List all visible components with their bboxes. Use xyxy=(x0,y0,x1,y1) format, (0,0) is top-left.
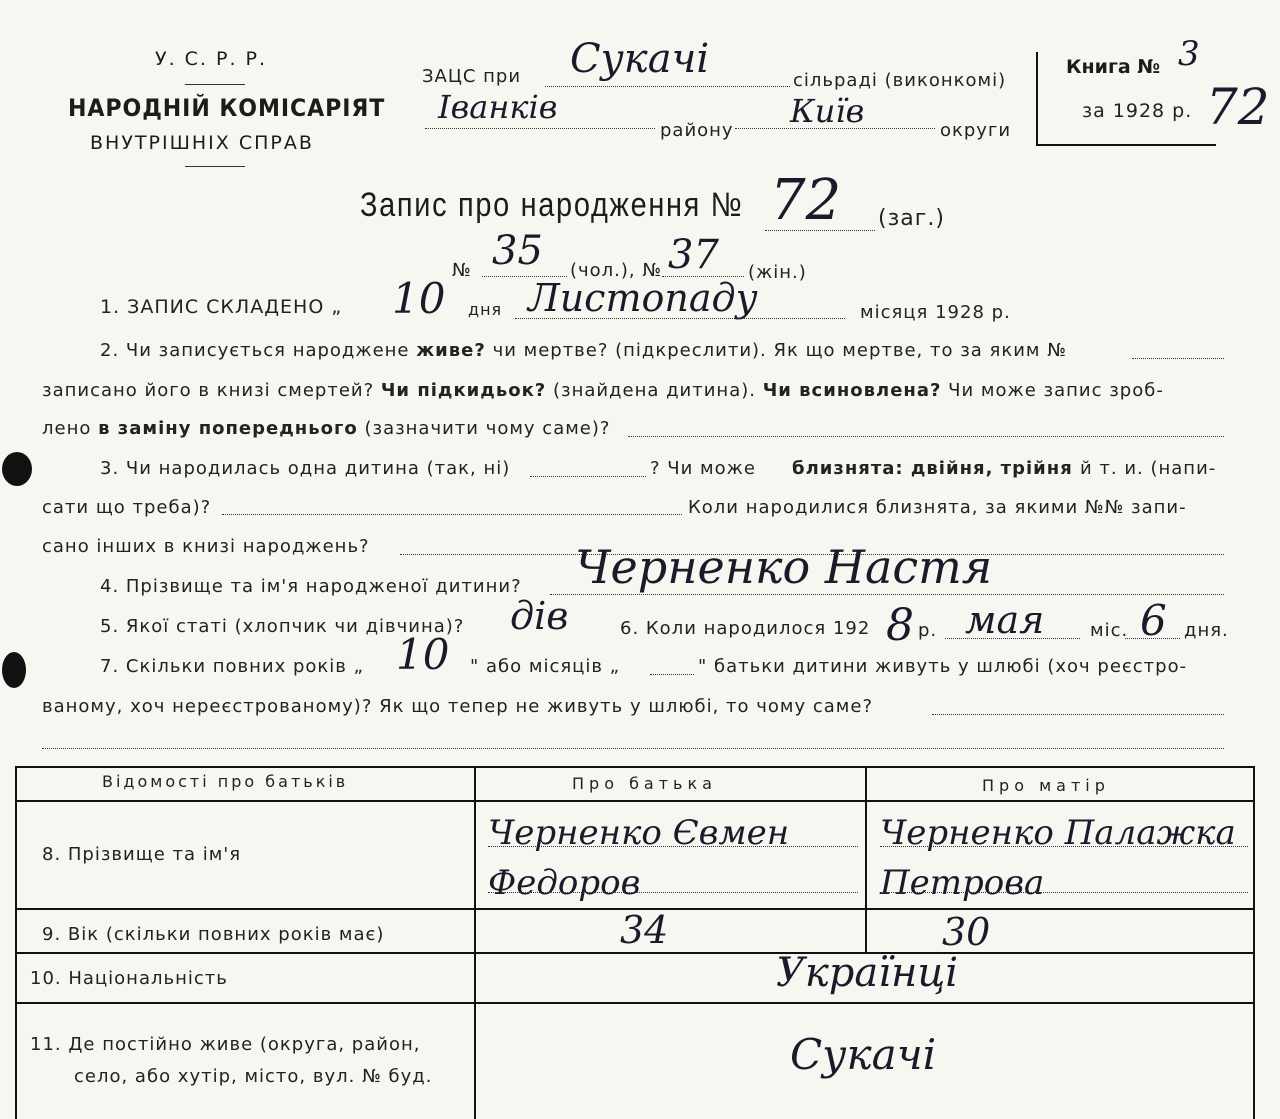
header-commissariat: НАРОДНІЙ КОМІСАРІЯТ xyxy=(68,94,386,122)
row11-value: Сукачі xyxy=(790,1030,937,1079)
q2-l1c: чи мертве? (підкреслити). Як що мертве, то за яким № xyxy=(492,340,1067,361)
table-header-info: Відомості про батьків xyxy=(102,772,349,791)
q3-l1a: 3. Чи народилась одна дитина (так, ні) xyxy=(100,458,511,479)
margin-number: 72 xyxy=(1206,78,1270,136)
header-ussr: У. С. Р. Р. xyxy=(155,48,268,70)
q2-l2b: Чи підкидьок? xyxy=(380,380,547,401)
q2-line2 xyxy=(42,380,1164,401)
q5-value: дів xyxy=(510,594,569,638)
book-value: 3 xyxy=(1178,34,1200,74)
header-internal-affairs: ВНУТРІШНІХ СПРАВ xyxy=(90,132,314,154)
punch-hole-top xyxy=(2,452,32,486)
q7-l1c: " батьки дитини живуть у шлюбі (хоч реєстро- xyxy=(698,656,1188,677)
q3-l2-dots xyxy=(222,514,682,515)
q2-line1-dots xyxy=(1132,358,1224,359)
q1-month: Листопаду xyxy=(528,276,758,320)
row9-mother: 30 xyxy=(942,910,991,954)
q2-l2c: (знайдена дитина). xyxy=(552,380,756,401)
q2-l3c: (зазначити чому саме)? xyxy=(364,418,611,439)
row10-label: 10. Національність xyxy=(30,968,228,989)
q2-line3 xyxy=(42,418,610,439)
book-label: Книга № xyxy=(1066,56,1161,78)
q7-l3-dots xyxy=(42,748,1224,749)
table-right-border xyxy=(1253,766,1255,1119)
q4-label: 4. Прізвище та ім'я народженої дитини? xyxy=(100,576,522,597)
q2-l1a: 2. Чи записується народжене xyxy=(100,340,410,361)
q4-value: Черненко Настя xyxy=(575,540,993,594)
zags-underline xyxy=(545,86,790,87)
q6-mis: міс. xyxy=(1090,620,1129,641)
rayon-underline xyxy=(425,128,655,129)
male-label: (чол.), № xyxy=(570,260,663,281)
zags-label: ЗАЦС при xyxy=(422,66,522,87)
num-label: № xyxy=(452,260,472,281)
row11-label-2: село, або хутір, місто, вул. № буд. xyxy=(74,1066,433,1087)
row8-mother: Черненко Палажка Петрова xyxy=(880,813,1236,903)
row9-label: 9. Вік (скільки повних років має) xyxy=(42,924,385,945)
okrug-underline xyxy=(735,128,935,129)
q2-l2a: записано його в книзі смертей? xyxy=(42,380,375,401)
rayon-label: району xyxy=(660,120,734,141)
q3-l2b: Коли народилися близнята, за якими №№ запи- xyxy=(688,497,1187,518)
q7-l1a: 7. Скільки повних років „ xyxy=(100,656,364,677)
header-divider-short xyxy=(185,84,245,85)
q3-l1c: близнята: двійня, трійня xyxy=(792,458,1073,479)
q7-l2: ваному, хоч нереєстрованому)? Як що тепер не живуть у шлюбі, то чому саме? xyxy=(42,696,874,717)
q6-dnya: дня. xyxy=(1184,620,1229,641)
q6-label: 6. Коли народилося 192 xyxy=(620,618,871,639)
year-label: за 1928 р. xyxy=(1082,100,1193,122)
table-header-father: Про батька xyxy=(572,774,717,793)
q5-label: 5. Якої статі (хлопчик чи дівчина)? xyxy=(100,616,465,637)
q2-l1b: живе? xyxy=(416,340,486,361)
book-box-bottom-border xyxy=(1036,144,1216,146)
q2-l3a: лено xyxy=(42,418,92,439)
record-suffix: (заг.) xyxy=(878,206,945,231)
q7-l1b: " або місяців „ xyxy=(470,656,621,677)
q1-day: 10 xyxy=(392,274,446,323)
table-row9-border xyxy=(15,952,1255,954)
silradi-label: сільраді (виконкомі) xyxy=(793,70,1007,91)
row8-mother-dots-2 xyxy=(880,892,1248,893)
q6-day-dots xyxy=(1125,638,1180,639)
q3-l3: сано інших в книзі народжень? xyxy=(42,536,370,557)
row8-father-dots-2 xyxy=(488,892,858,893)
q6-day: 6 xyxy=(1140,596,1167,645)
table-header-mother: Про матір xyxy=(982,776,1110,795)
q6-r: р. xyxy=(918,620,938,641)
table-col1-border xyxy=(474,766,476,1119)
table-top-border xyxy=(15,766,1255,768)
q3-l1d: й т. и. (напи- xyxy=(1080,458,1217,479)
q3-l2a: сати що треба)? xyxy=(42,497,212,518)
row9-father: 34 xyxy=(620,908,669,952)
book-box-left-border xyxy=(1036,52,1038,144)
q6-year: 8 xyxy=(886,600,914,651)
q1-label: 1. ЗАПИС СКЛАДЕНО „ xyxy=(100,296,343,318)
q7-years: 10 xyxy=(396,630,450,679)
q7-l2-dots xyxy=(932,714,1224,715)
row8-label: 8. Прізвище та ім'я xyxy=(42,844,242,865)
q2-l2e: Чи може запис зроб- xyxy=(948,380,1164,401)
okrug-label: округи xyxy=(940,120,1012,141)
q4-dots xyxy=(550,594,1224,595)
row10-value: Українці xyxy=(776,950,959,996)
q2-l2d: Чи всиновлена? xyxy=(762,380,942,401)
q1-month-underline xyxy=(515,318,845,319)
row8-father: Черненко Євмен Федоров xyxy=(488,813,790,903)
zags-value: Сукачі xyxy=(570,36,710,82)
q7-months-dots xyxy=(650,674,694,675)
row8-mother-dots-1 xyxy=(880,846,1248,847)
female-label: (жін.) xyxy=(748,262,807,283)
q3-l1-dots xyxy=(530,476,646,477)
table-header-border xyxy=(15,800,1255,802)
table-col2-border xyxy=(865,766,867,952)
row11-label-1: 11. Де постійно живе (округа, район, xyxy=(30,1034,421,1055)
row8-father-dots-1 xyxy=(488,846,858,847)
q2-line3-dots xyxy=(628,436,1224,437)
q1-month-label: місяця 1928 р. xyxy=(860,302,1011,323)
record-title: Запис про народження № xyxy=(360,186,744,224)
q2-l3b: в заміну попереднього xyxy=(98,418,358,439)
table-left-border xyxy=(15,766,17,1119)
rayon-value: Іванків xyxy=(438,88,558,126)
q6-month: мая xyxy=(965,598,1045,642)
female-number: 37 xyxy=(668,232,719,278)
record-number-underline xyxy=(765,230,875,231)
q1-day-label: дня xyxy=(468,300,503,319)
header-divider-short-2 xyxy=(185,166,245,167)
male-number: 35 xyxy=(492,228,543,274)
okrug-value: Київ xyxy=(790,92,865,130)
table-row10-border xyxy=(15,1002,1255,1004)
q2-line1 xyxy=(100,340,1067,361)
punch-hole-bottom xyxy=(2,652,26,688)
q6-month-dots xyxy=(945,638,1080,639)
record-number: 72 xyxy=(770,168,842,233)
q3-l1b: ? Чи може xyxy=(650,458,756,479)
